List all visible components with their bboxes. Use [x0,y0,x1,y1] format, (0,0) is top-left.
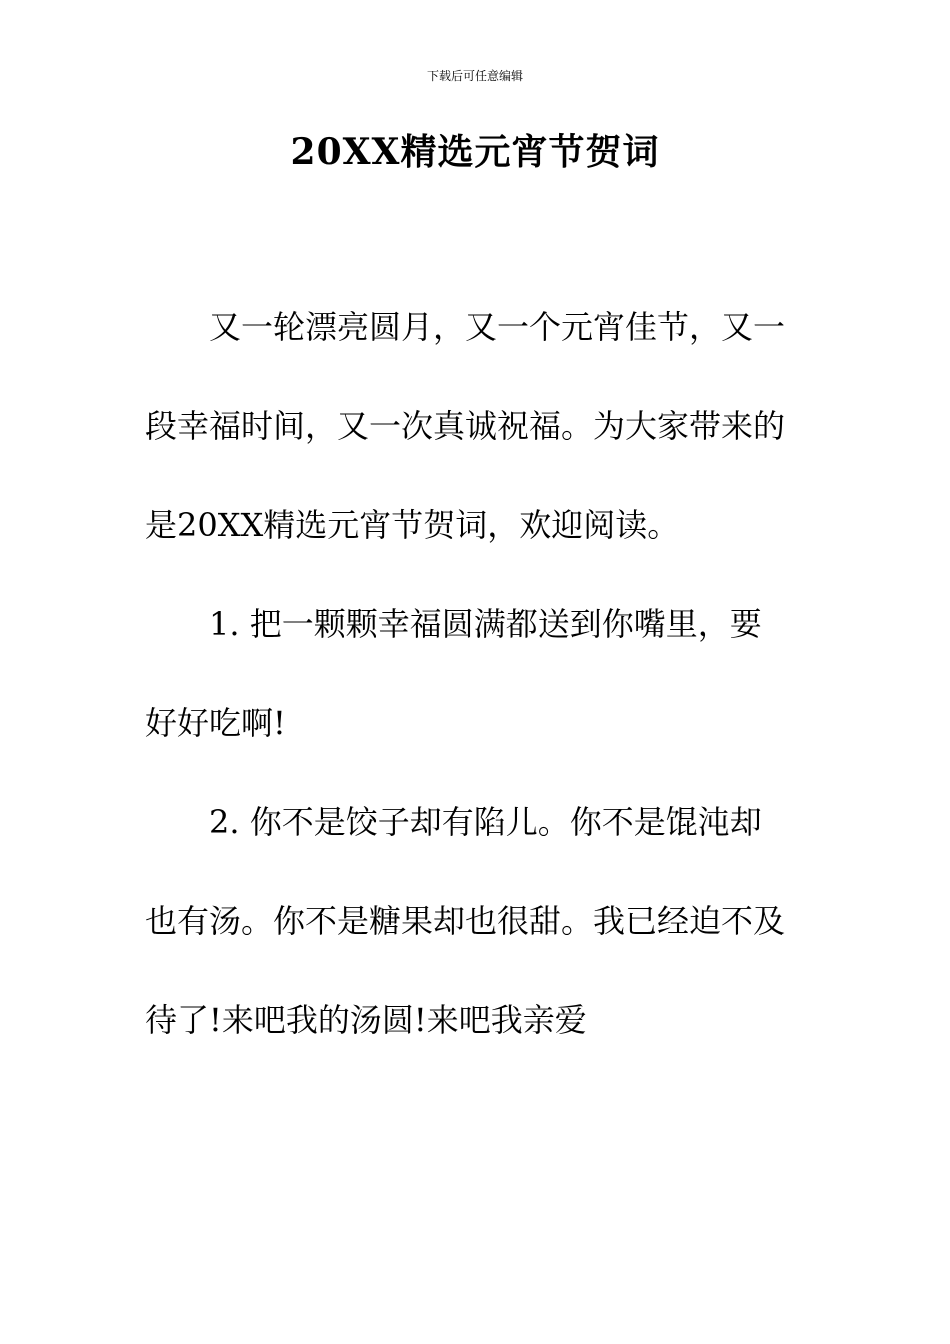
paragraph-intro: 又一轮漂亮圆月，又一个元宵佳节，又一段幸福时间，又一次真诚祝福。为大家带来的是20XX精选元宵节贺词，欢迎阅读。 [145,308,786,544]
paragraph-item-1: 1. 把一颗颗幸福圆满都送到你嘴里，要好好吃啊! [145,605,762,742]
document-body [145,278,785,1070]
paragraph-item-2: 2. 你不是饺子却有陷儿。你不是馄沌却也有汤。你不是糖果却也很甜。我已经迫不及待了!来吧我的汤圆!来吧我亲爱 [145,803,786,1039]
page-header-note: 下载后可任意编辑 [426,69,523,83]
document-title: 20XX精选元宵节贺词 [290,131,660,173]
